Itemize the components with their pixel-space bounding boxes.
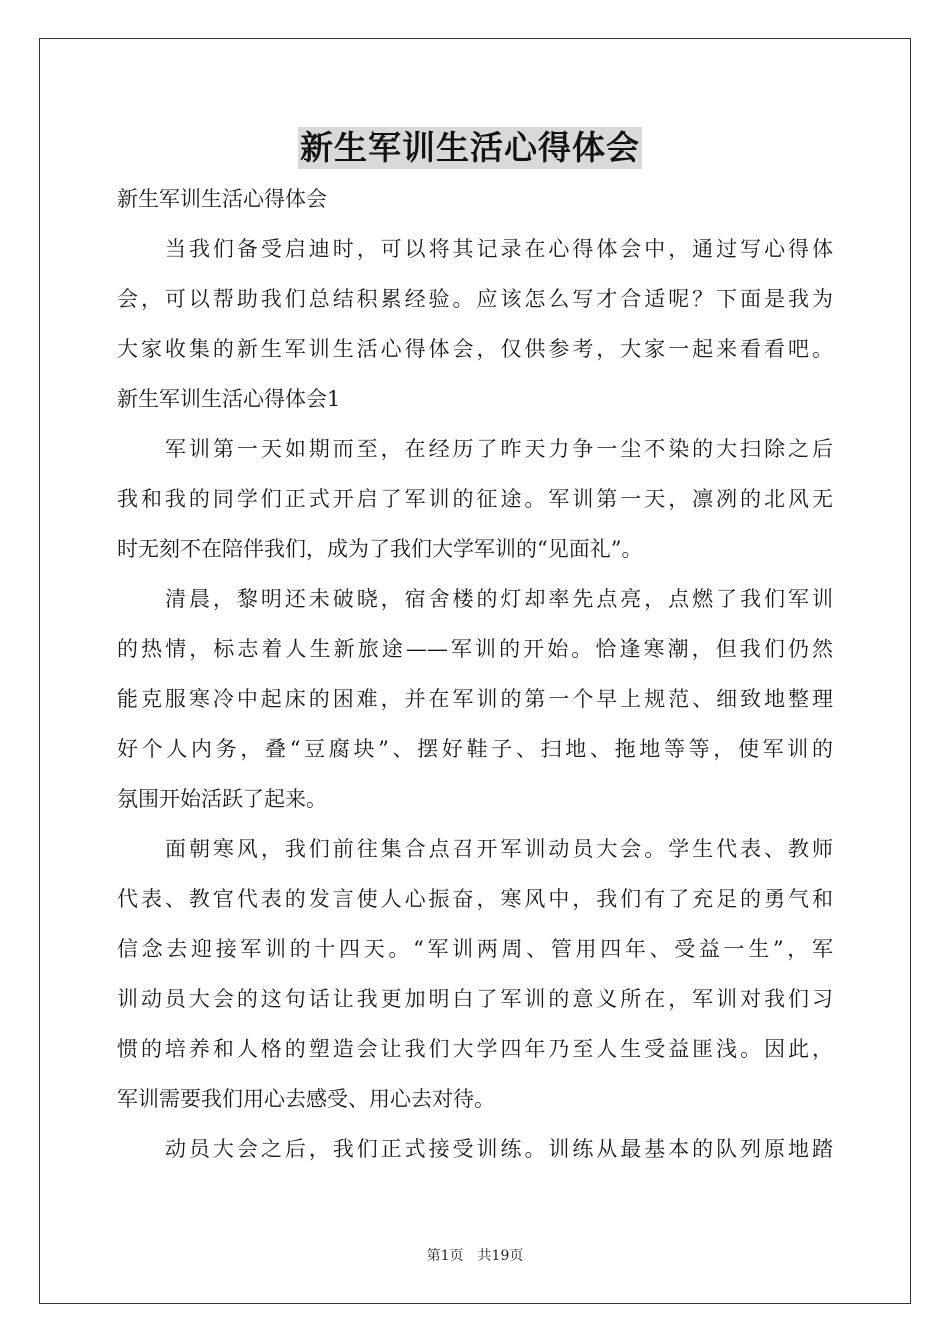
paragraph-line: 时无刻不在陪伴我们，成为了我们大学军训的“见面礼”。 xyxy=(117,537,643,561)
paragraph-line: 我和我的同学们正式开启了军训的征途。军训第一天，凛冽的北风无 xyxy=(117,487,833,511)
paragraph-line: 会，可以帮助我们总结积累经验。应该怎么写才合适呢？下面是我为 xyxy=(117,287,833,311)
paragraph-line: 大家收集的新生军训生活心得体会，仅供参考，大家一起来看看吧。 xyxy=(117,337,833,361)
paragraph-line: 军训需要我们用心去感受、用心去对待。 xyxy=(117,1087,495,1111)
paragraph-line: 动员大会之后，我们正式接受训练。训练从最基本的队列原地踏 xyxy=(165,1137,833,1161)
paragraph-line: 代表、教官代表的发言使人心振奋，寒风中，我们有了充足的勇气和 xyxy=(117,887,833,911)
paragraph-line: 当我们备受启迪时，可以将其记录在心得体会中，通过写心得体 xyxy=(165,237,833,261)
section-heading: 新生军训生活心得体会1 xyxy=(117,387,341,411)
page-border xyxy=(39,38,911,1304)
paragraph-line: 好个人内务，叠“豆腐块”、摆好鞋子、扫地、拖地等等，使军训的 xyxy=(117,737,833,761)
paragraph-line: 氛围开始活跃了起来。 xyxy=(117,787,327,811)
page-number-footer: 第1页 共19页 xyxy=(426,1248,524,1264)
subtitle-line: 新生军训生活心得体会 xyxy=(117,187,327,211)
paragraph-line: 军训第一天如期而至，在经历了昨天力争一尘不染的大扫除之后 xyxy=(165,437,833,461)
paragraph-line: 清晨，黎明还未破晓，宿舍楼的灯却率先点亮，点燃了我们军训 xyxy=(165,587,833,611)
document-title: 新生军训生活心得体会 xyxy=(300,128,640,167)
paragraph-line: 面朝寒风，我们前往集合点召开军训动员大会。学生代表、教师 xyxy=(165,837,833,861)
paragraph-line: 能克服寒冷中起床的困难，并在军训的第一个早上规范、细致地整理 xyxy=(117,687,833,711)
paragraph-line: 惯的培养和人格的塑造会让我们大学四年乃至人生受益匪浅。因此， xyxy=(117,1037,833,1061)
paragraph-line: 训动员大会的这句话让我更加明白了军训的意义所在，军训对我们习 xyxy=(117,987,833,1011)
paragraph-line: 信念去迎接军训的十四天。“军训两周、管用四年、受益一生”，军 xyxy=(117,937,833,961)
paragraph-line: 的热情，标志着人生新旅途——军训的开始。恰逢寒潮，但我们仍然 xyxy=(117,637,833,661)
